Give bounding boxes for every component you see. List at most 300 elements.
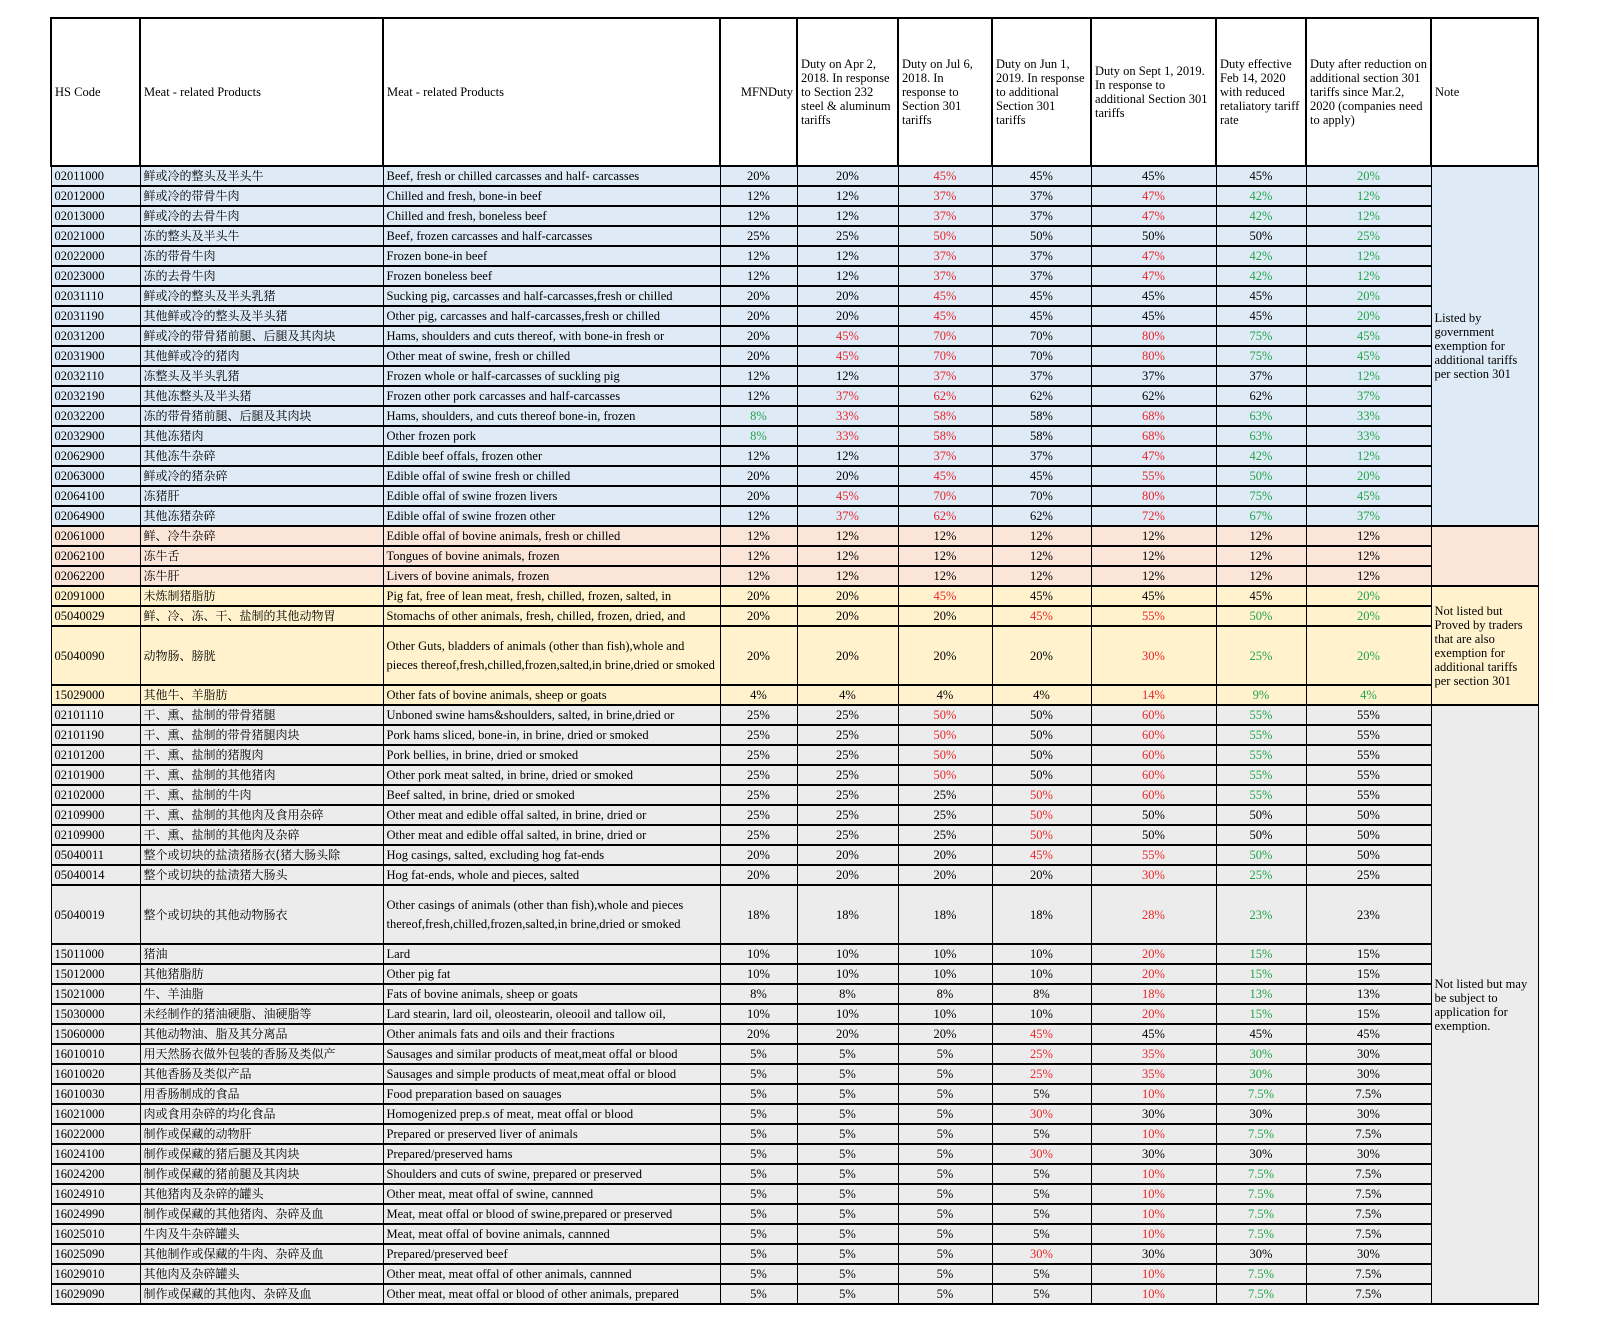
product-en-cell: Meat, meat offal or blood of swine,prepared or preserved [383,1204,720,1224]
duty-apr-2018-cell: 10% [797,944,898,964]
product-en-cell: Shoulders and cuts of swine, prepared or preserved [383,1164,720,1184]
duty-sep-2019-cell: 62% [1091,386,1216,406]
duty-feb-2020-cell: 42% [1216,206,1306,226]
hs-code-cell: 05040090 [51,626,140,685]
hs-code-cell: 02062900 [51,446,140,466]
duty-feb-2020-cell: 30% [1216,1144,1306,1164]
table-row [51,186,1538,206]
duty-jul-2018-cell: 5% [898,1084,992,1104]
duty-jul-2018-cell: 5% [898,1164,992,1184]
mfn-duty-cell: 20% [720,166,797,186]
mfn-duty-cell: 12% [720,446,797,466]
product-zh-cell: 其他鲜或冷的整头及半头猪 [140,306,383,326]
duty-apr-2018-cell: 5% [797,1144,898,1164]
duty-sep-2019-cell: 45% [1091,306,1216,326]
hs-code-cell: 16010010 [51,1044,140,1064]
hs-code-cell: 02031190 [51,306,140,326]
duty-mar-2020-cell: 55% [1306,785,1431,805]
duty-jun-2019-cell: 70% [992,326,1091,346]
duty-jun-2019-cell: 50% [992,226,1091,246]
duty-jun-2019-cell: 12% [992,546,1091,566]
duty-apr-2018-cell: 20% [797,606,898,626]
duty-jun-2019-cell: 45% [992,845,1091,865]
duty-apr-2018-cell: 25% [797,825,898,845]
table-row [51,326,1538,346]
note-cell-yellow: Not listed but Proved by traders that are also exemption for additional tariffs per section 301 [1431,586,1538,705]
duty-jun-2019-cell: 50% [992,705,1091,725]
duty-jun-2019-cell: 58% [992,406,1091,426]
product-en-cell: Edible offal of swine fresh or chilled [383,466,720,486]
header-duty-feb-2020: Duty effective Feb 14, 2020 with reduced retaliatory tariff rate [1216,18,1306,166]
duty-apr-2018-cell: 12% [797,546,898,566]
product-zh-cell: 肉或食用杂碎的均化食品 [140,1104,383,1124]
duty-jun-2019-cell: 62% [992,386,1091,406]
duty-sep-2019-cell: 50% [1091,226,1216,246]
duty-mar-2020-cell: 55% [1306,725,1431,745]
duty-jun-2019-cell: 30% [992,1104,1091,1124]
product-en-cell: Edible beef offals, frozen other [383,446,720,466]
duty-apr-2018-cell: 12% [797,206,898,226]
duty-mar-2020-cell: 7.5% [1306,1124,1431,1144]
table-row [51,506,1538,526]
product-en-cell: Other Guts, bladders of animals (other than fish),whole and pieces thereof,fresh,chilled,frozen,salted,in brine,dried or smoked [383,626,720,685]
duty-jul-2018-cell: 20% [898,845,992,865]
duty-jun-2019-cell: 10% [992,964,1091,984]
duty-jul-2018-cell: 25% [898,825,992,845]
product-zh-cell: 牛肉及牛杂碎罐头 [140,1224,383,1244]
duty-feb-2020-cell: 50% [1216,226,1306,246]
duty-jul-2018-cell: 37% [898,366,992,386]
table-row [51,406,1538,426]
product-en-cell: Frozen other pork carcasses and half-carcasses [383,386,720,406]
duty-feb-2020-cell: 15% [1216,964,1306,984]
duty-mar-2020-cell: 30% [1306,1104,1431,1124]
product-zh-cell: 鲜或冷的猪杂碎 [140,466,383,486]
table-row [51,1164,1538,1184]
product-zh-cell: 其他动物油、脂及其分离品 [140,1024,383,1044]
duty-feb-2020-cell: 25% [1216,865,1306,885]
duty-feb-2020-cell: 7.5% [1216,1224,1306,1244]
product-zh-cell: 其他香肠及类似产品 [140,1064,383,1084]
duty-jul-2018-cell: 5% [898,1184,992,1204]
hs-code-cell: 02013000 [51,206,140,226]
table-row [51,166,1538,186]
duty-jun-2019-cell: 20% [992,626,1091,685]
duty-jun-2019-cell: 5% [992,1164,1091,1184]
table-row [51,765,1538,785]
duty-feb-2020-cell: 7.5% [1216,1084,1306,1104]
duty-jul-2018-cell: 12% [898,566,992,586]
duty-apr-2018-cell: 33% [797,426,898,446]
product-zh-cell: 冻的带骨牛肉 [140,246,383,266]
table-row [51,206,1538,226]
product-en-cell: Other animals fats and oils and their fractions [383,1024,720,1044]
duty-mar-2020-cell: 15% [1306,1004,1431,1024]
duty-jun-2019-cell: 37% [992,206,1091,226]
product-en-cell: Chilled and fresh, bone-in beef [383,186,720,206]
duty-sep-2019-cell: 18% [1091,984,1216,1004]
duty-jul-2018-cell: 5% [898,1124,992,1144]
product-zh-cell: 冻的带骨猪前腿、后腿及其肉块 [140,406,383,426]
mfn-duty-cell: 5% [720,1044,797,1064]
mfn-duty-cell: 10% [720,964,797,984]
duty-mar-2020-cell: 7.5% [1306,1264,1431,1284]
duty-jul-2018-cell: 45% [898,466,992,486]
product-zh-cell: 制作或保藏的猪前腿及其肉块 [140,1164,383,1184]
duty-mar-2020-cell: 12% [1306,566,1431,586]
duty-jul-2018-cell: 45% [898,586,992,606]
mfn-duty-cell: 25% [720,725,797,745]
hs-code-cell: 15011000 [51,944,140,964]
product-zh-cell: 整个或切块的盐渍猪肠衣(猪大肠头除 [140,845,383,865]
duty-mar-2020-cell: 20% [1306,466,1431,486]
mfn-duty-cell: 12% [720,386,797,406]
hs-code-cell: 02109900 [51,825,140,845]
duty-sep-2019-cell: 20% [1091,964,1216,984]
header-duty-sep-2019: Duty on Sept 1, 2019. In response to additional Section 301 tariffs [1091,18,1216,166]
product-en-cell: Other meat, meat offal of other animals, cannned [383,1264,720,1284]
duty-mar-2020-cell: 33% [1306,426,1431,446]
table-row [51,486,1538,506]
duty-sep-2019-cell: 47% [1091,266,1216,286]
duty-jul-2018-cell: 62% [898,386,992,406]
duty-apr-2018-cell: 5% [797,1284,898,1304]
hs-code-cell: 02101200 [51,745,140,765]
duty-sep-2019-cell: 55% [1091,845,1216,865]
duty-mar-2020-cell: 50% [1306,805,1431,825]
duty-feb-2020-cell: 15% [1216,944,1306,964]
duty-jun-2019-cell: 12% [992,566,1091,586]
duty-mar-2020-cell: 45% [1306,486,1431,506]
table-row [51,1124,1538,1144]
table-row [51,386,1538,406]
product-en-cell: Beef salted, in brine, dried or smoked [383,785,720,805]
hs-code-cell: 15030000 [51,1004,140,1024]
duty-jul-2018-cell: 4% [898,685,992,705]
duty-jul-2018-cell: 5% [898,1144,992,1164]
duty-mar-2020-cell: 12% [1306,266,1431,286]
product-en-cell: Sucking pig, carcasses and half-carcasses,fresh or chilled [383,286,720,306]
note-cell-pink [1431,526,1538,586]
duty-jun-2019-cell: 4% [992,685,1091,705]
duty-apr-2018-cell: 12% [797,266,898,286]
duty-feb-2020-cell: 63% [1216,426,1306,446]
table-row [51,845,1538,865]
hs-code-cell: 02101190 [51,725,140,745]
product-en-cell: Hog casings, salted, excluding hog fat-ends [383,845,720,865]
table-row [51,1204,1538,1224]
duty-mar-2020-cell: 45% [1306,346,1431,366]
duty-mar-2020-cell: 12% [1306,366,1431,386]
duty-sep-2019-cell: 12% [1091,546,1216,566]
duty-jul-2018-cell: 5% [898,1044,992,1064]
mfn-duty-cell: 5% [720,1244,797,1264]
product-zh-cell: 整个或切块的其他动物肠衣 [140,885,383,944]
duty-jun-2019-cell: 70% [992,486,1091,506]
duty-apr-2018-cell: 18% [797,885,898,944]
product-en-cell: Lard [383,944,720,964]
product-en-cell: Sausages and simple products of meat,meat offal or blood [383,1064,720,1084]
duty-jul-2018-cell: 37% [898,206,992,226]
duty-feb-2020-cell: 30% [1216,1044,1306,1064]
duty-sep-2019-cell: 45% [1091,1024,1216,1044]
hs-code-cell: 02032900 [51,426,140,446]
duty-feb-2020-cell: 7.5% [1216,1264,1306,1284]
duty-mar-2020-cell: 7.5% [1306,1164,1431,1184]
product-zh-cell: 制作或保藏的其他猪肉、杂碎及血 [140,1204,383,1224]
duty-mar-2020-cell: 55% [1306,705,1431,725]
product-en-cell: Unboned swine hams&shoulders, salted, in brine,dried or [383,705,720,725]
product-en-cell: Other meat and edible offal salted, in brine, dried or [383,825,720,845]
duty-feb-2020-cell: 42% [1216,266,1306,286]
duty-jun-2019-cell: 50% [992,785,1091,805]
hs-code-cell: 16010030 [51,1084,140,1104]
duty-feb-2020-cell: 55% [1216,705,1306,725]
table-row [51,944,1538,964]
duty-apr-2018-cell: 8% [797,984,898,1004]
duty-feb-2020-cell: 42% [1216,186,1306,206]
mfn-duty-cell: 20% [720,326,797,346]
product-en-cell: Stomachs of other animals, fresh, chilled, frozen, dried, and [383,606,720,626]
product-en-cell: Prepared/preserved beef [383,1244,720,1264]
mfn-duty-cell: 12% [720,546,797,566]
product-zh-cell: 干、熏、盐制的其他肉及食用杂碎 [140,805,383,825]
duty-feb-2020-cell: 15% [1216,1004,1306,1024]
mfn-duty-cell: 5% [720,1184,797,1204]
duty-jul-2018-cell: 10% [898,944,992,964]
hs-code-cell: 05040019 [51,885,140,944]
duty-jun-2019-cell: 45% [992,306,1091,326]
table-row [51,366,1538,386]
duty-feb-2020-cell: 55% [1216,785,1306,805]
hs-code-cell: 16024200 [51,1164,140,1184]
duty-apr-2018-cell: 25% [797,785,898,805]
product-en-cell: Sausages and similar products of meat,meat offal or blood [383,1044,720,1064]
duty-jul-2018-cell: 5% [898,1284,992,1304]
duty-jun-2019-cell: 37% [992,266,1091,286]
duty-mar-2020-cell: 30% [1306,1044,1431,1064]
header-hs-code: HS Code [51,18,140,166]
header-mfn-duty: MFNDuty [720,18,797,166]
duty-apr-2018-cell: 5% [797,1084,898,1104]
duty-mar-2020-cell: 7.5% [1306,1284,1431,1304]
hs-code-cell: 16029090 [51,1284,140,1304]
product-zh-cell: 其他猪脂肪 [140,964,383,984]
product-en-cell: Tongues of bovine animals, frozen [383,546,720,566]
duty-apr-2018-cell: 20% [797,586,898,606]
duty-mar-2020-cell: 20% [1306,166,1431,186]
duty-jun-2019-cell: 37% [992,366,1091,386]
mfn-duty-cell: 20% [720,626,797,685]
note-cell-blue: Listed by government exemption for additional tariffs per section 301 [1431,166,1538,526]
product-en-cell: Hams, shoulders and cuts thereof, with bone-in fresh or [383,326,720,346]
duty-feb-2020-cell: 75% [1216,346,1306,366]
tariff-table [50,17,1539,1305]
duty-mar-2020-cell: 4% [1306,685,1431,705]
product-en-cell: Prepared/preserved hams [383,1144,720,1164]
mfn-duty-cell: 20% [720,306,797,326]
table-row [51,705,1538,725]
duty-sep-2019-cell: 10% [1091,1184,1216,1204]
header-product-en: Meat - related Products [383,18,720,166]
table-row [51,885,1538,944]
duty-feb-2020-cell: 12% [1216,526,1306,546]
duty-jul-2018-cell: 5% [898,1224,992,1244]
duty-jun-2019-cell: 20% [992,865,1091,885]
product-zh-cell: 用香肠制成的食品 [140,1084,383,1104]
duty-sep-2019-cell: 35% [1091,1064,1216,1084]
duty-sep-2019-cell: 45% [1091,166,1216,186]
duty-apr-2018-cell: 25% [797,765,898,785]
mfn-duty-cell: 18% [720,885,797,944]
header-duty-apr-2018: Duty on Apr 2, 2018. In response to Section 232 steel & aluminum tariffs [797,18,898,166]
product-en-cell: Edible offal of swine frozen livers [383,486,720,506]
product-zh-cell: 其他冻猪肉 [140,426,383,446]
duty-jul-2018-cell: 5% [898,1064,992,1084]
mfn-duty-cell: 20% [720,486,797,506]
duty-apr-2018-cell: 20% [797,306,898,326]
duty-jun-2019-cell: 50% [992,825,1091,845]
mfn-duty-cell: 20% [720,346,797,366]
duty-mar-2020-cell: 20% [1306,306,1431,326]
duty-feb-2020-cell: 30% [1216,1244,1306,1264]
hs-code-cell: 02022000 [51,246,140,266]
duty-mar-2020-cell: 37% [1306,386,1431,406]
hs-code-cell: 02064100 [51,486,140,506]
duty-mar-2020-cell: 33% [1306,406,1431,426]
hs-code-cell: 16024910 [51,1184,140,1204]
duty-jun-2019-cell: 37% [992,186,1091,206]
table-row [51,745,1538,765]
table-row [51,526,1538,546]
duty-sep-2019-cell: 30% [1091,1104,1216,1124]
table-row [51,1004,1538,1024]
duty-jul-2018-cell: 37% [898,266,992,286]
duty-sep-2019-cell: 47% [1091,186,1216,206]
duty-sep-2019-cell: 10% [1091,1224,1216,1244]
mfn-duty-cell: 12% [720,366,797,386]
product-zh-cell: 其他鲜或冷的猪肉 [140,346,383,366]
hs-code-cell: 16021000 [51,1104,140,1124]
mfn-duty-cell: 25% [720,785,797,805]
duty-mar-2020-cell: 7.5% [1306,1084,1431,1104]
table-row [51,725,1538,745]
duty-jul-2018-cell: 37% [898,186,992,206]
header-duty-mar-2020: Duty after reduction on additional section 301 tariffs since Mar.2, 2020 (companies need to apply) [1306,18,1431,166]
product-en-cell: Other meat of swine, fresh or chilled [383,346,720,366]
mfn-duty-cell: 20% [720,845,797,865]
duty-sep-2019-cell: 30% [1091,1244,1216,1264]
duty-sep-2019-cell: 60% [1091,745,1216,765]
mfn-duty-cell: 12% [720,526,797,546]
duty-jun-2019-cell: 5% [992,1204,1091,1224]
mfn-duty-cell: 5% [720,1284,797,1304]
duty-feb-2020-cell: 62% [1216,386,1306,406]
mfn-duty-cell: 5% [720,1064,797,1084]
product-en-cell: Beef, frozen carcasses and half-carcasses [383,226,720,246]
table-row [51,1044,1538,1064]
mfn-duty-cell: 12% [720,186,797,206]
product-en-cell: Meat, meat offal of bovine animals, cannned [383,1224,720,1244]
duty-jun-2019-cell: 5% [992,1184,1091,1204]
duty-jul-2018-cell: 45% [898,306,992,326]
duty-sep-2019-cell: 14% [1091,685,1216,705]
product-en-cell: Frozen whole or half-carcasses of suckling pig [383,366,720,386]
product-zh-cell: 未经制作的猪油硬脂、油硬脂等 [140,1004,383,1024]
duty-jun-2019-cell: 10% [992,1004,1091,1024]
hs-code-cell: 02032200 [51,406,140,426]
duty-jul-2018-cell: 20% [898,865,992,885]
product-zh-cell: 未炼制猪脂肪 [140,586,383,606]
duty-jun-2019-cell: 25% [992,1044,1091,1064]
duty-jun-2019-cell: 45% [992,1024,1091,1044]
duty-mar-2020-cell: 12% [1306,186,1431,206]
product-zh-cell: 其他冻整头及半头猪 [140,386,383,406]
duty-feb-2020-cell: 50% [1216,845,1306,865]
duty-feb-2020-cell: 63% [1216,406,1306,426]
duty-mar-2020-cell: 50% [1306,825,1431,845]
table-row [51,446,1538,466]
duty-jun-2019-cell: 50% [992,765,1091,785]
product-zh-cell: 鲜、冷、冻、干、盐制的其他动物胃 [140,606,383,626]
duty-apr-2018-cell: 5% [797,1264,898,1284]
table-row [51,1184,1538,1204]
mfn-duty-cell: 12% [720,206,797,226]
mfn-duty-cell: 5% [720,1204,797,1224]
duty-mar-2020-cell: 55% [1306,765,1431,785]
duty-jul-2018-cell: 45% [898,166,992,186]
duty-jun-2019-cell: 30% [992,1144,1091,1164]
mfn-duty-cell: 20% [720,865,797,885]
duty-jul-2018-cell: 70% [898,346,992,366]
duty-feb-2020-cell: 42% [1216,246,1306,266]
duty-apr-2018-cell: 20% [797,845,898,865]
table-row [51,805,1538,825]
product-zh-cell: 冻牛肝 [140,566,383,586]
duty-feb-2020-cell: 30% [1216,1064,1306,1084]
duty-apr-2018-cell: 5% [797,1224,898,1244]
hs-code-cell: 02091000 [51,586,140,606]
product-en-cell: Chilled and fresh, boneless beef [383,206,720,226]
duty-jun-2019-cell: 62% [992,506,1091,526]
product-en-cell: Other pork meat salted, in brine, dried or smoked [383,765,720,785]
table-row [51,1024,1538,1044]
product-zh-cell: 干、熏、盐制的其他肉及杂碎 [140,825,383,845]
table-row [51,226,1538,246]
duty-apr-2018-cell: 20% [797,466,898,486]
product-en-cell: Food preparation based on sauages [383,1084,720,1104]
duty-feb-2020-cell: 25% [1216,626,1306,685]
hs-code-cell: 02023000 [51,266,140,286]
duty-apr-2018-cell: 25% [797,226,898,246]
table-row [51,825,1538,845]
duty-jun-2019-cell: 50% [992,745,1091,765]
duty-mar-2020-cell: 12% [1306,206,1431,226]
product-zh-cell: 整个或切块的盐渍猪大肠头 [140,865,383,885]
duty-apr-2018-cell: 12% [797,526,898,546]
duty-sep-2019-cell: 72% [1091,506,1216,526]
duty-feb-2020-cell: 37% [1216,366,1306,386]
hs-code-cell: 02032190 [51,386,140,406]
header-duty-jul-2018: Duty on Jul 6, 2018. In response to Section 301 tariffs [898,18,992,166]
product-zh-cell: 其他冻猪杂碎 [140,506,383,526]
table-row [51,546,1538,566]
duty-apr-2018-cell: 10% [797,1004,898,1024]
duty-apr-2018-cell: 37% [797,506,898,526]
duty-apr-2018-cell: 20% [797,865,898,885]
duty-jul-2018-cell: 62% [898,506,992,526]
mfn-duty-cell: 5% [720,1124,797,1144]
